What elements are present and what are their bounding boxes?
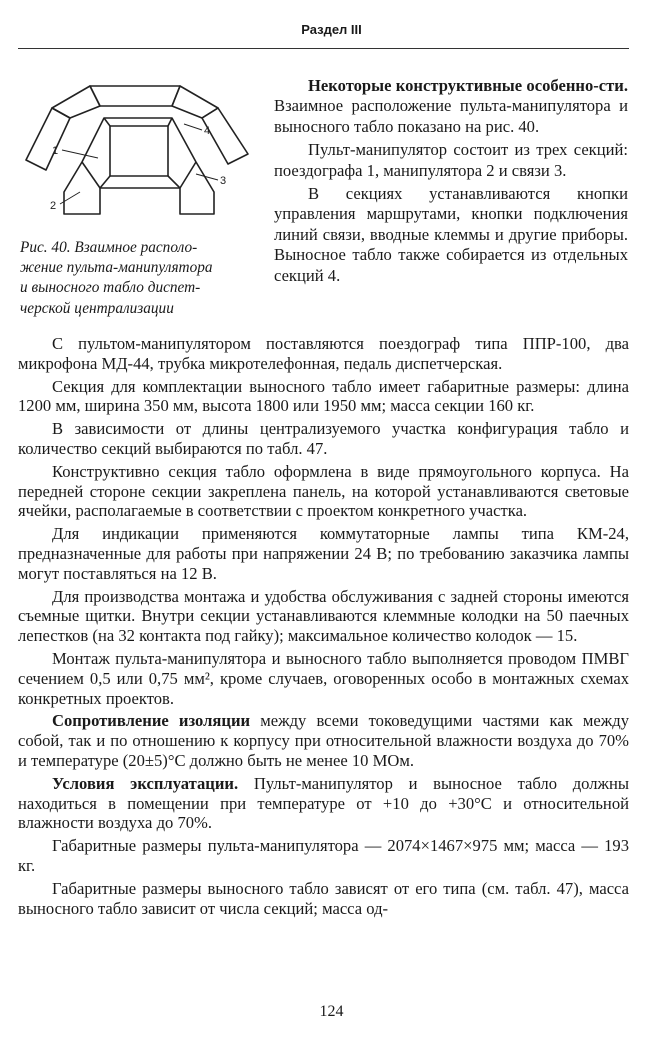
right-column xyxy=(274,76,628,289)
label-3: 3 xyxy=(220,175,227,187)
paragraph-text: Взаимное расположение пульта-манипулятора и выносного табло показано на рис. 40. xyxy=(274,96,628,136)
body-text xyxy=(18,334,629,921)
paragraph: Секция для комплектации выносного табло имеет габаритные размеры: длина 1200 мм, ширина 350 мм, высота 1800 или 1950 мм; масса секции 160 кг. xyxy=(18,376,629,416)
paragraph-heading: Сопротивление изоляции xyxy=(52,711,251,731)
header-rule xyxy=(18,48,629,49)
console-center-section xyxy=(110,126,168,176)
page-number: 124 xyxy=(319,1003,344,1020)
caption-line: жение пульта-манипулятора xyxy=(20,259,213,277)
paragraph-heading: Некоторые конструктивные особенно-сти. xyxy=(308,76,628,95)
paragraph: В секциях устанавливаются кнопки управления маршрутами, кнопки подключения линий связи, вводные клеммы и другие приборы. Выносное табло также собирается из отдельных секций 4. xyxy=(274,184,628,285)
label-2: 2 xyxy=(50,200,57,212)
console-outline xyxy=(64,118,214,214)
caption-line: черской централизации xyxy=(20,299,174,317)
paragraph: Пульт-манипулятор состоит из трех секций: поездографа 1, манипулятора 2 и связи 3. xyxy=(274,140,628,180)
paragraph-text: Пульт-манипулятор и выносное табло должны находиться в помещении при температуре от +10 до +30°С и относительной влажности воздуха до 70%. xyxy=(18,773,630,833)
board-section-left xyxy=(26,108,70,170)
paragraph-text: между всеми токоведущими частями как между собой, так и по отношению к корпусу при относительной влажности воздуха до 70% и температуре (20±5)°С должно быть не менее 10 МОм. xyxy=(18,711,630,770)
paragraph: Габаритные размеры выносного табло зависят от его типа (см. табл. 47), масса выносного табло зависит от числа секций; масса од- xyxy=(18,878,629,918)
paragraph: Для индикации применяются коммутаторные лампы типа КМ-24, предназначенные для работы при напряжении 24 В; по требованию заказчика лампы могут поставляться на 12 В. xyxy=(18,524,629,583)
paragraph xyxy=(18,711,629,770)
paragraph-heading: Условия эксплуатации. xyxy=(52,773,239,793)
paragraph xyxy=(274,76,628,137)
caption-line: Рис. 40. Взаимное располо- xyxy=(20,239,198,256)
figure-40-diagram xyxy=(20,68,260,248)
paragraph: Монтаж пульта-манипулятора и выносного табло выполняется проводом ПМВГ сечением 0,5 или 0,75 мм², кроме случаев, оговоренных особо в монтажных схемах конкретных проектов. xyxy=(18,648,629,708)
figure-caption xyxy=(20,238,260,319)
paragraph: В зависимости от длины централизуемого участка конфигурация табло и количество секций выбираются по табл. 47. xyxy=(18,419,629,458)
section-header: Раздел III xyxy=(301,22,362,37)
label-4: 4 xyxy=(204,125,211,137)
paragraph: Для производства монтажа и удобства обслуживания с задней стороны имеются съемные щитки. Внутри секции устанавливаются клеммные колодки на 50 паечных лепестков (на 32 контакта под гайку); максимальное количество колодок — 15. xyxy=(18,586,629,646)
label-1: 1 xyxy=(52,145,59,157)
caption-line: и выносного табло диспет- xyxy=(20,279,201,297)
paragraph: Габаритные размеры пульта-манипулятора — 2074×1467×975 мм; масса — 193 кг. xyxy=(18,836,629,875)
paragraph: Конструктивно секция табло оформлена в виде прямоугольного корпуса. На передней стороне секции закреплена панель, на которой устанавливаются световые ячейки, располагаемые в соответствии с проектом конкретного участка. xyxy=(18,461,629,521)
board-section-center xyxy=(90,86,180,106)
paragraph xyxy=(18,774,629,833)
paragraph: С пультом-манипулятором поставляются поездограф типа ППР-100, два микрофона МД-44, трубка микротелефонная, педаль диспетчерская. xyxy=(18,334,629,373)
